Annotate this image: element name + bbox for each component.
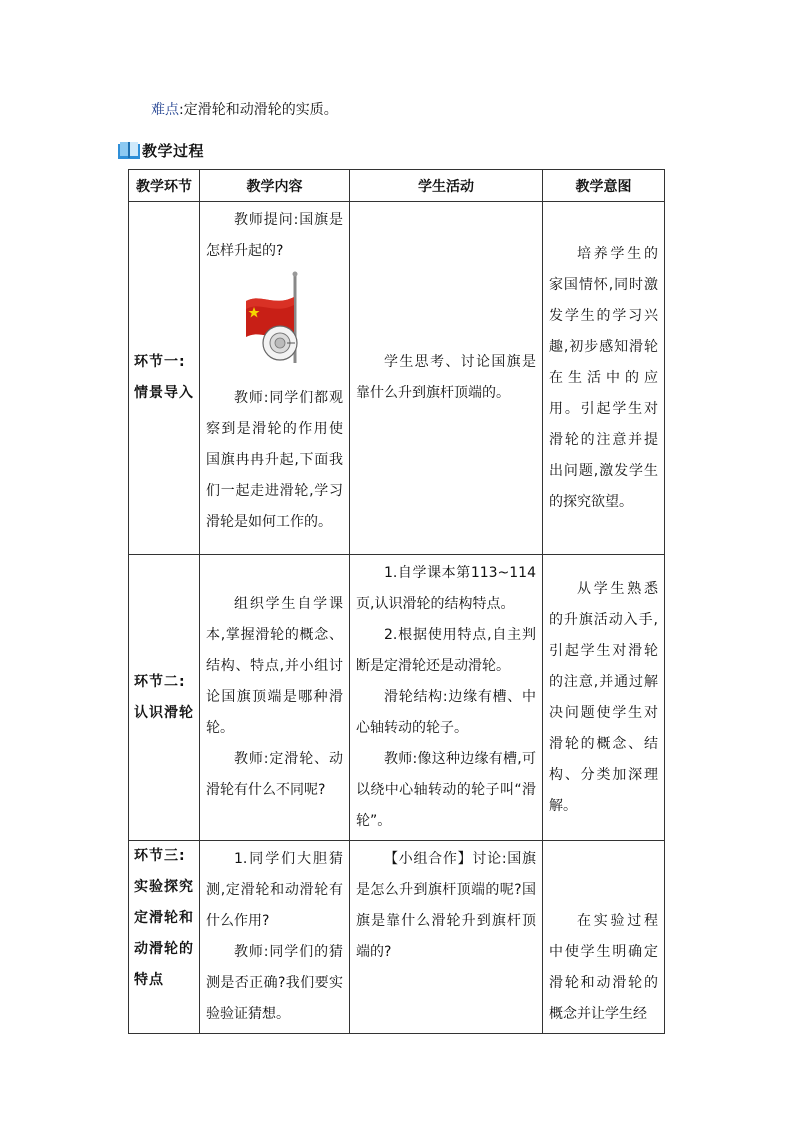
stage-cell: 环节一:情景导入 — [129, 202, 200, 555]
activity-paragraph: 【小组合作】讨论:国旗是怎么升到旗杆顶端的呢?国旗是靠什么滑轮升到旗杆顶端的? — [356, 851, 536, 960]
table-row — [129, 841, 665, 1034]
header-stage: 教学环节 — [129, 170, 200, 202]
table-header-row — [129, 170, 665, 202]
activity-paragraph: 2.根据使用特点,自主判断是定滑轮还是动滑轮。 — [356, 627, 536, 674]
stage-cell: 环节二:认识滑轮 — [129, 555, 200, 841]
book-icon — [118, 141, 140, 159]
activity-cell — [350, 202, 543, 555]
content-paragraph: 教师:定滑轮、动滑轮有什么不同呢? — [206, 751, 343, 798]
flag-pulley-illustration — [206, 267, 343, 383]
activity-paragraph: 1.自学课本第113~114页,认识滑轮的结构特点。 — [356, 565, 536, 612]
difficulty-line — [151, 100, 338, 120]
intent-paragraph: 从学生熟悉的升旗活动入手,引起学生对滑轮的注意,并通过解决问题使学生对滑轮的概念、结构、分类加深理解。 — [549, 580, 658, 814]
activity-paragraph: 滑轮结构:边缘有槽、中心轴转动的轮子。 — [356, 689, 536, 736]
difficulty-label: 难点 — [151, 102, 179, 118]
section-title: 教学过程 — [142, 141, 205, 160]
stage-cell: 环节三:实验探究定滑轮和动滑轮的特点 — [129, 841, 200, 1034]
intent-cell — [543, 841, 665, 1034]
activity-cell — [350, 555, 543, 841]
table-row — [129, 555, 665, 841]
content-cell — [200, 841, 350, 1034]
table-row — [129, 202, 665, 555]
difficulty-text: :定滑轮和动滑轮的实质。 — [179, 102, 338, 118]
content-cell — [200, 202, 350, 555]
activity-cell — [350, 841, 543, 1034]
content-paragraph: 组织学生自学课本,掌握滑轮的概念、结构、特点,并小组讨论国旗顶端是哪种滑轮。 — [206, 596, 343, 736]
content-paragraph: 教师提问:国旗是怎样升起的? — [206, 212, 343, 259]
activity-paragraph: 学生思考、讨论国旗是靠什么升到旗杆顶端的。 — [356, 354, 536, 401]
intent-paragraph: 在实验过程中使学生明确定滑轮和动滑轮的概念并让学生经 — [549, 913, 658, 1022]
flag-icon — [240, 271, 310, 365]
teaching-process-table — [128, 169, 665, 1034]
content-paragraph: 教师:同学们都观察到是滑轮的作用使国旗冉冉升起,下面我们一起走进滑轮,学习滑轮是如何工作的。 — [206, 390, 343, 530]
content-paragraph: 1.同学们大胆猜测,定滑轮和动滑轮有什么作用? — [206, 851, 343, 929]
intent-cell — [543, 202, 665, 555]
intent-paragraph: 培养学生的家国情怀,同时激发学生的学习兴趣,初步感知滑轮在生活中的应用。引起学生对滑轮的注意并提出问题,激发学生的探究欲望。 — [549, 245, 658, 510]
header-content: 教学内容 — [200, 170, 350, 202]
header-activity: 学生活动 — [350, 170, 543, 202]
header-intent: 教学意图 — [543, 170, 665, 202]
content-paragraph: 教师:同学们的猜测是否正确?我们要实验验证猜想。 — [206, 944, 343, 1022]
activity-paragraph: 教师:像这种边缘有槽,可以绕中心轴转动的轮子叫“滑轮”。 — [356, 751, 536, 829]
content-cell — [200, 555, 350, 841]
intent-cell — [543, 555, 665, 841]
section-heading — [118, 137, 204, 163]
